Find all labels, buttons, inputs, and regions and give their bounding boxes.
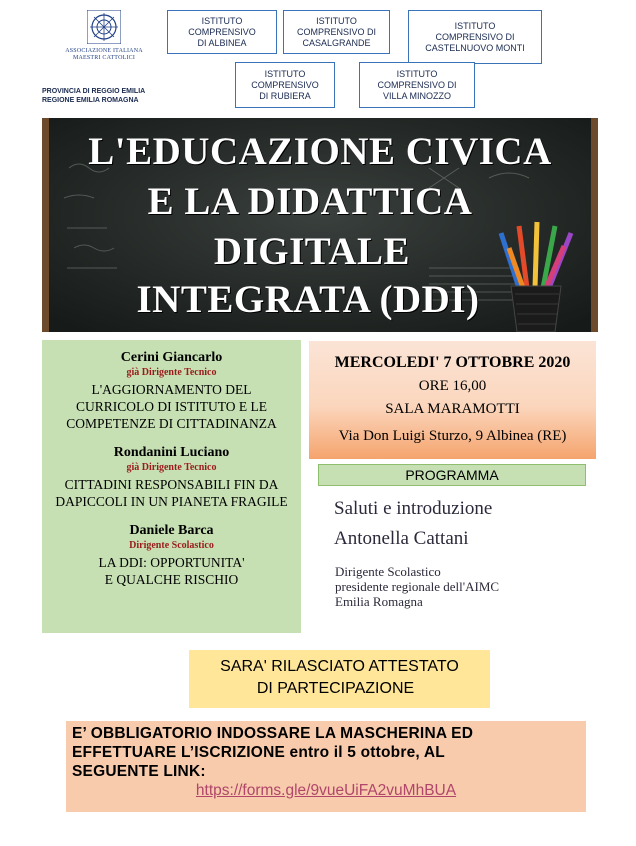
speaker-topic-line: COMPETENZE DI CITTADINANZA	[66, 416, 277, 431]
programma-header: PROGRAMMA	[318, 464, 586, 486]
speaker-role: già Dirigente Tecnico	[126, 462, 217, 473]
notice-line3: SEGUENTE LINK:	[72, 763, 206, 780]
speaker-role: Dirigente Scolastico	[129, 540, 214, 551]
province-line2: REGIONE EMILIA ROMAGNA	[42, 97, 139, 104]
event-address: Via Don Luigi Sturzo, 9 Albinea (RE)	[338, 428, 567, 444]
title-line3: DIGITALE	[213, 230, 411, 273]
speaker-name: Rondanini Luciano	[113, 445, 230, 460]
institute-line: DI RUBIERA	[259, 90, 311, 101]
speaker-topic-line: CITTADINI RESPONSABILI FIN DA	[64, 477, 279, 492]
speaker-topic-line: CURRICOLO DI ISTITUTO E LE	[76, 399, 267, 414]
institute-line: ISTITUTO	[201, 15, 243, 26]
title-line4: INTEGRATA (DDI)	[136, 278, 480, 321]
institute-line: VILLA MINOZZO	[382, 90, 451, 101]
programma-item2: Antonella Cattani	[334, 528, 469, 549]
speaker-topic-line: E QUALCHE RISCHIO	[104, 572, 239, 587]
institute-line: ISTITUTO	[454, 20, 496, 31]
institute-albinea	[167, 10, 277, 54]
speaker-role: già Dirigente Tecnico	[126, 367, 217, 378]
certificate-notice	[189, 650, 490, 708]
speaker-1	[42, 340, 301, 432]
institute-castelnuovo-monti	[408, 10, 542, 64]
institute-line: CASTELNUOVO MONTI	[425, 42, 525, 53]
speaker-name: Cerini Giancarlo	[120, 350, 223, 365]
notice-line2: EFFETTUARE L’ISCRIZIONE entro il 5 ottobre, AL	[72, 744, 445, 761]
institute-casalgrande	[283, 10, 390, 54]
programma-role-line1: Dirigente Scolastico	[335, 564, 441, 579]
institute-line: COMPRENSIVO	[251, 79, 319, 90]
certificate-line1: SARA' RILASCIATO ATTESTATO	[220, 658, 459, 675]
institute-line: DI ALBINEA	[197, 37, 247, 48]
speaker-name: Daniele Barca	[129, 523, 214, 538]
institute-rubiera	[235, 62, 335, 108]
programma-item1: Saluti e introduzione	[334, 498, 493, 519]
logo-line1: ASSOCIAZIONE ITALIANA	[65, 48, 143, 54]
programma-role	[335, 564, 499, 609]
event-date: MERCOLEDI' 7 OTTOBRE 2020	[334, 354, 571, 371]
title-line1: L'EDUCAZIONE CIVICA	[88, 130, 552, 173]
institute-line: COMPRENSIVO DI	[435, 31, 515, 42]
institute-line: COMPRENSIVO	[188, 26, 256, 37]
registration-link[interactable]: https://forms.gle/9vueUiFA2vuMhBUA	[195, 782, 457, 799]
registration-notice	[66, 721, 586, 812]
speaker-2	[42, 444, 301, 510]
certificate-line2: DI PARTECIPAZIONE	[256, 680, 415, 697]
speaker-topic-line: DAPICCOLI IN UN PIANETA FRAGILE	[55, 494, 288, 509]
chalkboard-banner	[42, 118, 598, 332]
institute-line: CASALGRANDE	[302, 37, 371, 48]
institute-line: ISTITUTO	[264, 68, 306, 79]
title-line2: E LA DIDATTICA	[147, 180, 473, 223]
institute-villa-minozzo	[359, 62, 475, 108]
speaker-topic-line: L'AGGIORNAMENTO DEL	[91, 382, 252, 397]
event-details	[309, 341, 596, 459]
logo-line2: MAESTRI CATTOLICI	[72, 55, 136, 61]
institute-line: COMPRENSIVO DI	[377, 79, 457, 90]
event-time: ORE 16,00	[418, 378, 487, 394]
aimc-logo	[44, 10, 164, 62]
speaker-topic-line: LA DDI: OPPORTUNITA'	[98, 555, 245, 570]
institute-line: ISTITUTO	[396, 68, 438, 79]
logo-emblem-icon	[87, 10, 121, 44]
programma-role-line2: presidente regionale dell'AIMC	[335, 579, 500, 594]
province-line1: PROVINCIA DI REGGIO EMILIA	[42, 88, 146, 95]
programma-role-line3: Emilia Romagna	[335, 594, 423, 609]
speaker-3	[42, 522, 301, 588]
institute-line: ISTITUTO	[316, 15, 357, 26]
institute-line: COMPRENSIVO DI	[296, 26, 376, 37]
notice-line1: E’ OBBLIGATORIO INDOSSARE LA MASCHERINA ED	[72, 725, 474, 742]
province-label	[42, 87, 145, 105]
event-venue: SALA MARAMOTTI	[385, 401, 520, 417]
speakers-panel	[42, 340, 301, 633]
